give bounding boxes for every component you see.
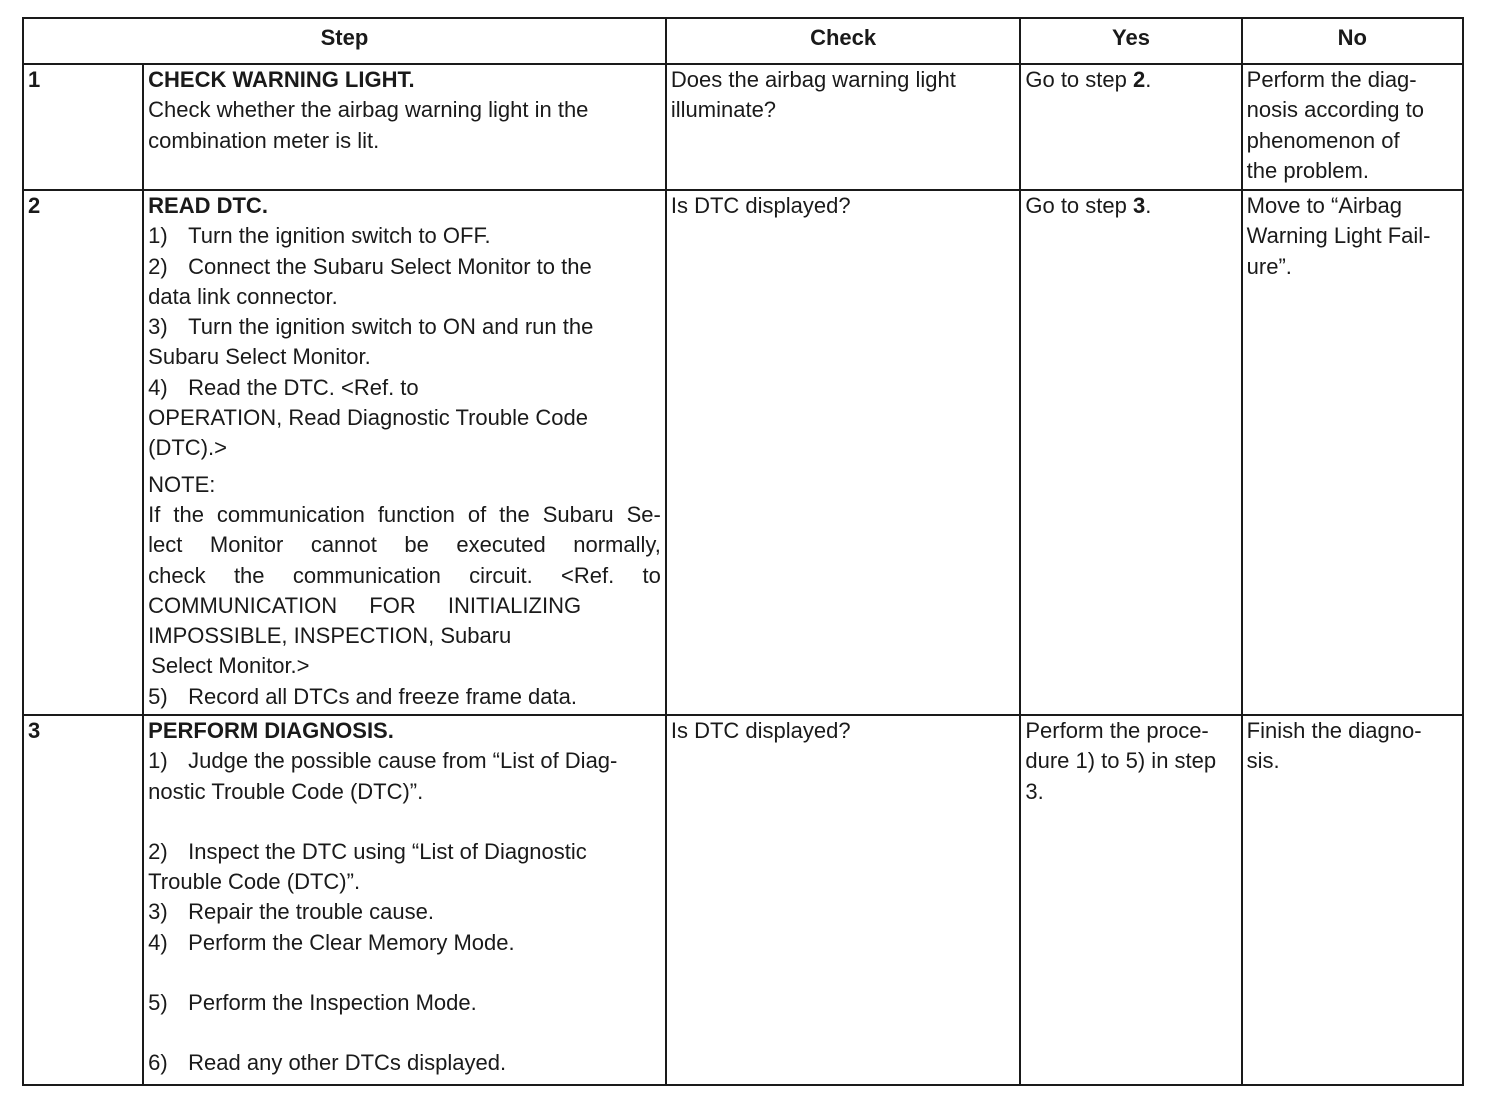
spacer	[148, 958, 661, 988]
note-text-line: If the communication function of the Subaru Se-	[148, 501, 661, 527]
no-text-line: Finish the diagno-	[1246, 718, 1422, 743]
yes-text-line: 3.	[1025, 778, 1044, 804]
item-number: 1)	[148, 223, 168, 249]
no-cell	[1242, 64, 1463, 190]
table-row	[23, 715, 1463, 1085]
no-text-line: Move to “Airbag	[1246, 193, 1402, 218]
header-check: Check	[666, 18, 1020, 64]
yes-text-line: dure 1) to 5) in step	[1025, 748, 1217, 774]
no-text-line: the problem.	[1246, 157, 1369, 183]
procedure-item	[148, 988, 661, 1018]
step-number: 2	[23, 190, 143, 715]
yes-step-ref: 3	[1132, 193, 1146, 218]
item-text-continued: OPERATION, Read Diagnostic Trouble Code	[148, 405, 588, 431]
yes-cell	[1020, 190, 1241, 715]
item-number: 2)	[148, 838, 168, 864]
header-no: No	[1242, 18, 1463, 64]
item-text-continued: nostic Trouble Code (DTC)”.	[148, 778, 424, 804]
check-cell	[666, 190, 1020, 715]
item-text: Judge the possible cause from “List of Diag-	[188, 748, 618, 774]
diagnostic-procedure-table	[22, 17, 1464, 1086]
item-text: Repair the trouble cause.	[188, 899, 434, 925]
check-text-line: Does the airbag warning light	[670, 67, 956, 92]
no-text-line: Perform the diag-	[1246, 67, 1417, 92]
item-text-continued: data link connector.	[148, 283, 338, 309]
yes-text-line: Perform the proce-	[1025, 718, 1209, 743]
item-number: 2)	[148, 253, 168, 279]
procedure-item	[148, 928, 661, 958]
item-number: 1)	[148, 748, 168, 774]
item-number: 3)	[148, 314, 168, 340]
item-text: Turn the ignition switch to OFF.	[188, 223, 491, 249]
header-step: Step	[23, 18, 666, 64]
note-text-line: check the communication circuit. <Ref. to	[148, 562, 661, 588]
no-cell	[1242, 190, 1463, 715]
procedure-item	[148, 682, 661, 712]
check-cell	[666, 64, 1020, 190]
procedure-item	[148, 312, 661, 342]
item-number: 6)	[148, 1050, 168, 1076]
item-text-continued: Trouble Code (DTC)”.	[148, 869, 361, 895]
item-text: Record all DTCs and freeze frame data.	[188, 683, 577, 709]
step-title: PERFORM DIAGNOSIS.	[148, 718, 394, 743]
step-text-line: combination meter is lit.	[148, 127, 380, 153]
yes-suffix: .	[1145, 193, 1152, 218]
no-text-line: ure”.	[1246, 253, 1292, 279]
item-number: 4)	[148, 929, 168, 955]
item-text: Read the DTC. <Ref. to	[188, 374, 419, 400]
yes-cell	[1020, 715, 1241, 1085]
check-text-line: illuminate?	[670, 97, 777, 123]
check-text-line: Is DTC displayed?	[670, 718, 851, 743]
item-text-continued: Subaru Select Monitor.	[148, 344, 371, 370]
step-description	[143, 190, 666, 715]
no-text-line: Warning Light Fail-	[1246, 223, 1431, 249]
item-number: 5)	[148, 990, 168, 1016]
procedure-item	[148, 221, 661, 251]
note-text-line: IMPOSSIBLE, INSPECTION, Subaru	[148, 623, 512, 649]
step-text-line: Check whether the airbag warning light in the	[148, 97, 589, 123]
procedure-item	[148, 746, 661, 776]
item-text: Read any other DTCs displayed.	[188, 1050, 507, 1076]
item-text-continued: (DTC).>	[148, 435, 227, 461]
yes-suffix: .	[1145, 67, 1152, 92]
yes-prefix: Go to step	[1025, 67, 1133, 92]
procedure-item	[148, 837, 661, 867]
no-text-line: nosis according to	[1246, 97, 1424, 123]
table-row	[23, 64, 1463, 190]
procedure-item	[148, 373, 661, 403]
procedure-item	[148, 252, 661, 282]
yes-step-ref: 2	[1132, 67, 1146, 92]
item-text: Perform the Clear Memory Mode.	[188, 929, 515, 955]
spacer	[148, 1018, 661, 1048]
step-title: CHECK WARNING LIGHT.	[148, 67, 415, 92]
step-number: 3	[23, 715, 143, 1085]
yes-prefix: Go to step	[1025, 193, 1133, 218]
no-text-line: sis.	[1246, 748, 1280, 774]
item-text: Perform the Inspection Mode.	[188, 990, 477, 1016]
procedure-item	[148, 1048, 661, 1078]
item-text: Inspect the DTC using “List of Diagnostic	[188, 838, 587, 864]
step-number: 1	[23, 64, 143, 190]
no-cell	[1242, 715, 1463, 1085]
item-text: Turn the ignition switch to ON and run the	[188, 314, 594, 340]
header-yes: Yes	[1020, 18, 1241, 64]
header-row	[23, 18, 1463, 64]
item-number: 4)	[148, 374, 168, 400]
step-description	[143, 715, 666, 1085]
check-text-line: Is DTC displayed?	[670, 193, 851, 218]
item-number: 5)	[148, 683, 168, 709]
yes-cell	[1020, 64, 1241, 190]
item-number: 3)	[148, 899, 168, 925]
note-text-line: Select Monitor.>	[151, 653, 310, 679]
note-text-line: COMMUNICATION FOR INITIALIZING	[148, 592, 582, 618]
no-text-line: phenomenon of	[1246, 127, 1400, 153]
check-cell	[666, 715, 1020, 1085]
note-text-line: lect Monitor cannot be executed normally,	[148, 532, 661, 558]
procedure-item	[148, 897, 661, 927]
step-title: READ DTC.	[148, 193, 268, 218]
item-text: Connect the Subaru Select Monitor to the	[188, 253, 592, 279]
table-row	[23, 190, 1463, 715]
spacer	[148, 807, 661, 837]
step-description	[143, 64, 666, 190]
note-label: NOTE:	[148, 471, 216, 497]
